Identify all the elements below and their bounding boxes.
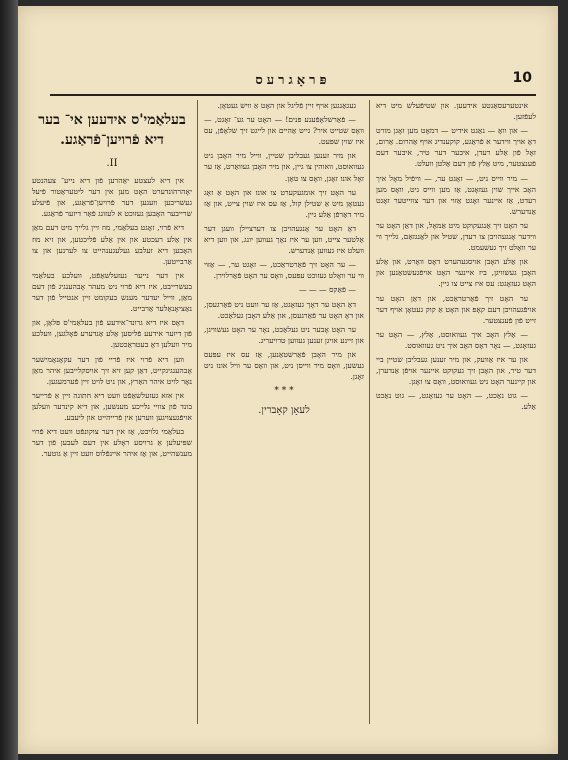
paragraph: און ער איז אַוועק, און מיר זענען געבליבן שטיין ביי דער טיר, און האָבן זיך געקוקט איינער אויפֿן אַנדערן, און קיינער האָט ניט געוואוסט, וואָס צו זאָגן. — [376, 354, 536, 387]
book-spine — [0, 0, 18, 760]
paragraph: געגאַנגען אויף זיין פֿליגל און האָט אַ וויש געטאָן. — [217, 101, 356, 110]
paragraph: ער האָט זיך פֿאַרטראַכט, און דאַן האָט ער אויפֿגעהויבן דעם קאָפּ און האָט אַ קוק געטאָן אויף דער זייט פֿון פֿענצטער. — [376, 293, 536, 325]
paragraph: — פֿאַרשלאָפֿענע פּנים! — האָט ער גע־ זאָגט, — וואָס שטייט איר? גייט אַהיים און לייגט זיך שלאָפֿן, עס איז שוין שפּעט. — [204, 115, 364, 147]
paragraph: — ער האָט זיך פֿאַרטראַכט, — זאָגט ער, — אַזוי ווי ער וואָלט געזוכט עפּעס, וואָס ער האָט פֿאַרלוירן. — [204, 260, 364, 281]
paragraph: אין דיא לעצטע יאַהרען פֿון דיא נייע־ צעהנטע יאָהרהונדערט האָט מען אין דער ליטעראַטור פֿיעל געשריבען וועגען דער פֿרויען־פֿראַגע, און פֿיעלע שרייבער האָבען געזוכט א לעזונג פֿאַר דיזער פֿראַגע. — [32, 176, 192, 219]
paragraph: און אַלע האָבן אויסגעהערט דאָס וואָרט, און אַלע האָבן געשוויגן, ביז איינער האָט אויפֿגעשטאַנען און האָט געזאָגט: עס איז צייט צו גיין. — [376, 257, 536, 289]
paragraph: דאָ האָט ער דאָך געזאָגט, אַז ער וועט ניט פֿאַרגעסן, און דאָ האָט ער פֿאַרגעסן, און אַלע האָבן געלאַכט. — [204, 299, 364, 320]
page-number: 10 — [512, 70, 532, 86]
paragraph: און מיר זענען געבליבן שטיין, ווייל מיר האָבן ניט געוואוסט, וואוהין צו גיין, און מיר האָבן געוואַרט, אַז ער זאָל אונז זאָגן, וואָס צו טאָן. — [204, 151, 364, 183]
paragraph: דאָ האָט ער אָנגעהויבן צו דערציילן וועגן דער אַלטער צייט, ווען ער איז נאָך געווען יונג, און ווען דיא וועלט איז געווען אַנדערש. — [204, 223, 364, 256]
paragraph: ווען דיא פֿרוי איז פֿריי פֿון דער עקאָנאָמישער אָבהענגיגקייט, דאַן קען זיא זיך אויסקלייבען איהר מאַן נאָר לויט איהר האַרץ, און ניט לויט זיין פֿערמעגען. — [32, 354, 192, 386]
paragraph: בעלאַמי גלויבט, אַז אין דער צוקונפֿט וועט דיא פֿרוי שפּיעלען אַ גרויסע ראָלע אין דעם לעבען פֿון דער מענשהייט, און אַז איהר איינפֿלוס וועט זיין אַ גוטער. — [32, 427, 192, 459]
column-middle — [204, 100, 364, 724]
paragraph: און מיר האָבן פֿאַרשטאַנען, אַז עס איז עפּעס געשען, וואָס מיר ווייסן ניט, און וואָס ער וויל אונז ניט זאָגן. — [204, 349, 364, 382]
paragraph: דאָס איז דיא גרונד־אידעע פֿון בעלאַמי'ס פּלאַן, און פֿון דיזער אידעע פֿליסען אַלע אַנדערע פֿאָלגען, וועלכע מיר וועלען דאָ בעטראַכטען. — [32, 318, 192, 350]
paragraph: אין אזא געזעלשאַפֿט וועט דיא חתונה זיין אַ פֿרייער בונד פֿון צוויי גלייכע מענשען, און דיא קינדער וועלען אויפֿגעצויגען ווערען אין פֿרייהייט און ליעבע. — [32, 390, 192, 422]
magazine-page — [18, 6, 558, 754]
paragraph: ער האָט זיך אַנגעקוקט מיט אַמאָל, און דאַן האָט ער ווידער אָנגעהויבן צו רעדן, שטיל און לאַנגזאַם, גלייך ווי ער וואָלט זיך געשעמט. — [376, 220, 536, 253]
text-columns — [32, 100, 536, 724]
column-rule — [197, 100, 198, 724]
paragraph: — און וואָ — נאַגט אידיט — דמאָט מען זאָגן מורט דאָ אויך ווידער א פֿראַגע, קוקענדיג אויף אַהרום. אַרום, זאָל פֿון אַלע רעדן, איבער דער טיר, איבער דעם פֿענצטער, מיט אַלץ פֿון דעם אַלטן וועלט. — [376, 126, 536, 169]
column-left — [32, 100, 192, 724]
section-numeral: II. — [106, 158, 118, 169]
section-separator: * * * — [274, 386, 294, 397]
paragraph: ער האָט זיך אומגעקערט צו אונז און האָט אַ זאָג געטאָן מיט אַ שטילן קול, אַז עס איז שוין צייט, און אַז מיר דאַרפֿן אַלע גיין. — [204, 187, 364, 219]
running-head: פּראָגרעס — [255, 73, 331, 88]
paragraph: אינטערעסאַנטע אידעען. און שטיפֿעלש מיט דיא לעפֿזען. — [376, 101, 536, 122]
paragraph: — מיר ווייס ניט, — זאָגט ער, — וויפֿיל מאָל איך האָב אייך שוין געזאָגט, אַז מען ווייס ניט, וואָס מען רעדט, אַז איינער זאָגט אַזוי און דער צווייטער זאָגט אַנדערש. — [376, 173, 536, 216]
paragraph: דיא פֿרוי, זאָגט בעלאַמי, מוז זיין גלייך מיט דעם מאַן אין אַלע רעכטע און אין אַלע פֿליכטען, און זיא מוז האָבען דיא זעלבע געלעגענהייט צו לערנען און צו אַרבייטען. — [32, 223, 192, 266]
paragraph: — אַלץ האָב איך געוואוסט, אַלץ, — האָט ער געזאָגט, — נאָר דאָס האָב איך ניט געוואוסט. — [376, 329, 536, 350]
column-right — [376, 100, 536, 724]
article-title: בעלאַמי'ס אידעען אי־ בער דיא פֿרויען־פֿראַגע. — [38, 112, 186, 148]
page-header — [50, 66, 536, 96]
paragraph: ער האָט אָבער ניט געלאַכט, נאָר ער האָט געשוויגן, און זיינע אויגן זענען געווען טרויעריג. — [204, 324, 364, 345]
paragraph: — פֿאַקס — — — — [299, 285, 356, 295]
paragraph: — גוט נאַכט, — האָט ער געזאָגט, — גוט נאַכט אַלע. — [376, 391, 536, 412]
author-signature: לעאָן קאָברין. — [258, 405, 310, 417]
paragraph: אין דער נייער געזעלשאַפֿט, וועלכע בעלאַמי בעשרייבט, איז דיא פֿרוי ניט מעהר אָבהענגיג פֿון דעם מאַן, ווייל יעדער מענש בעקומט זיין אנטייל פֿון דער נאַציאָנאַלער אַרבייט. — [32, 270, 192, 314]
column-rule — [369, 100, 370, 724]
